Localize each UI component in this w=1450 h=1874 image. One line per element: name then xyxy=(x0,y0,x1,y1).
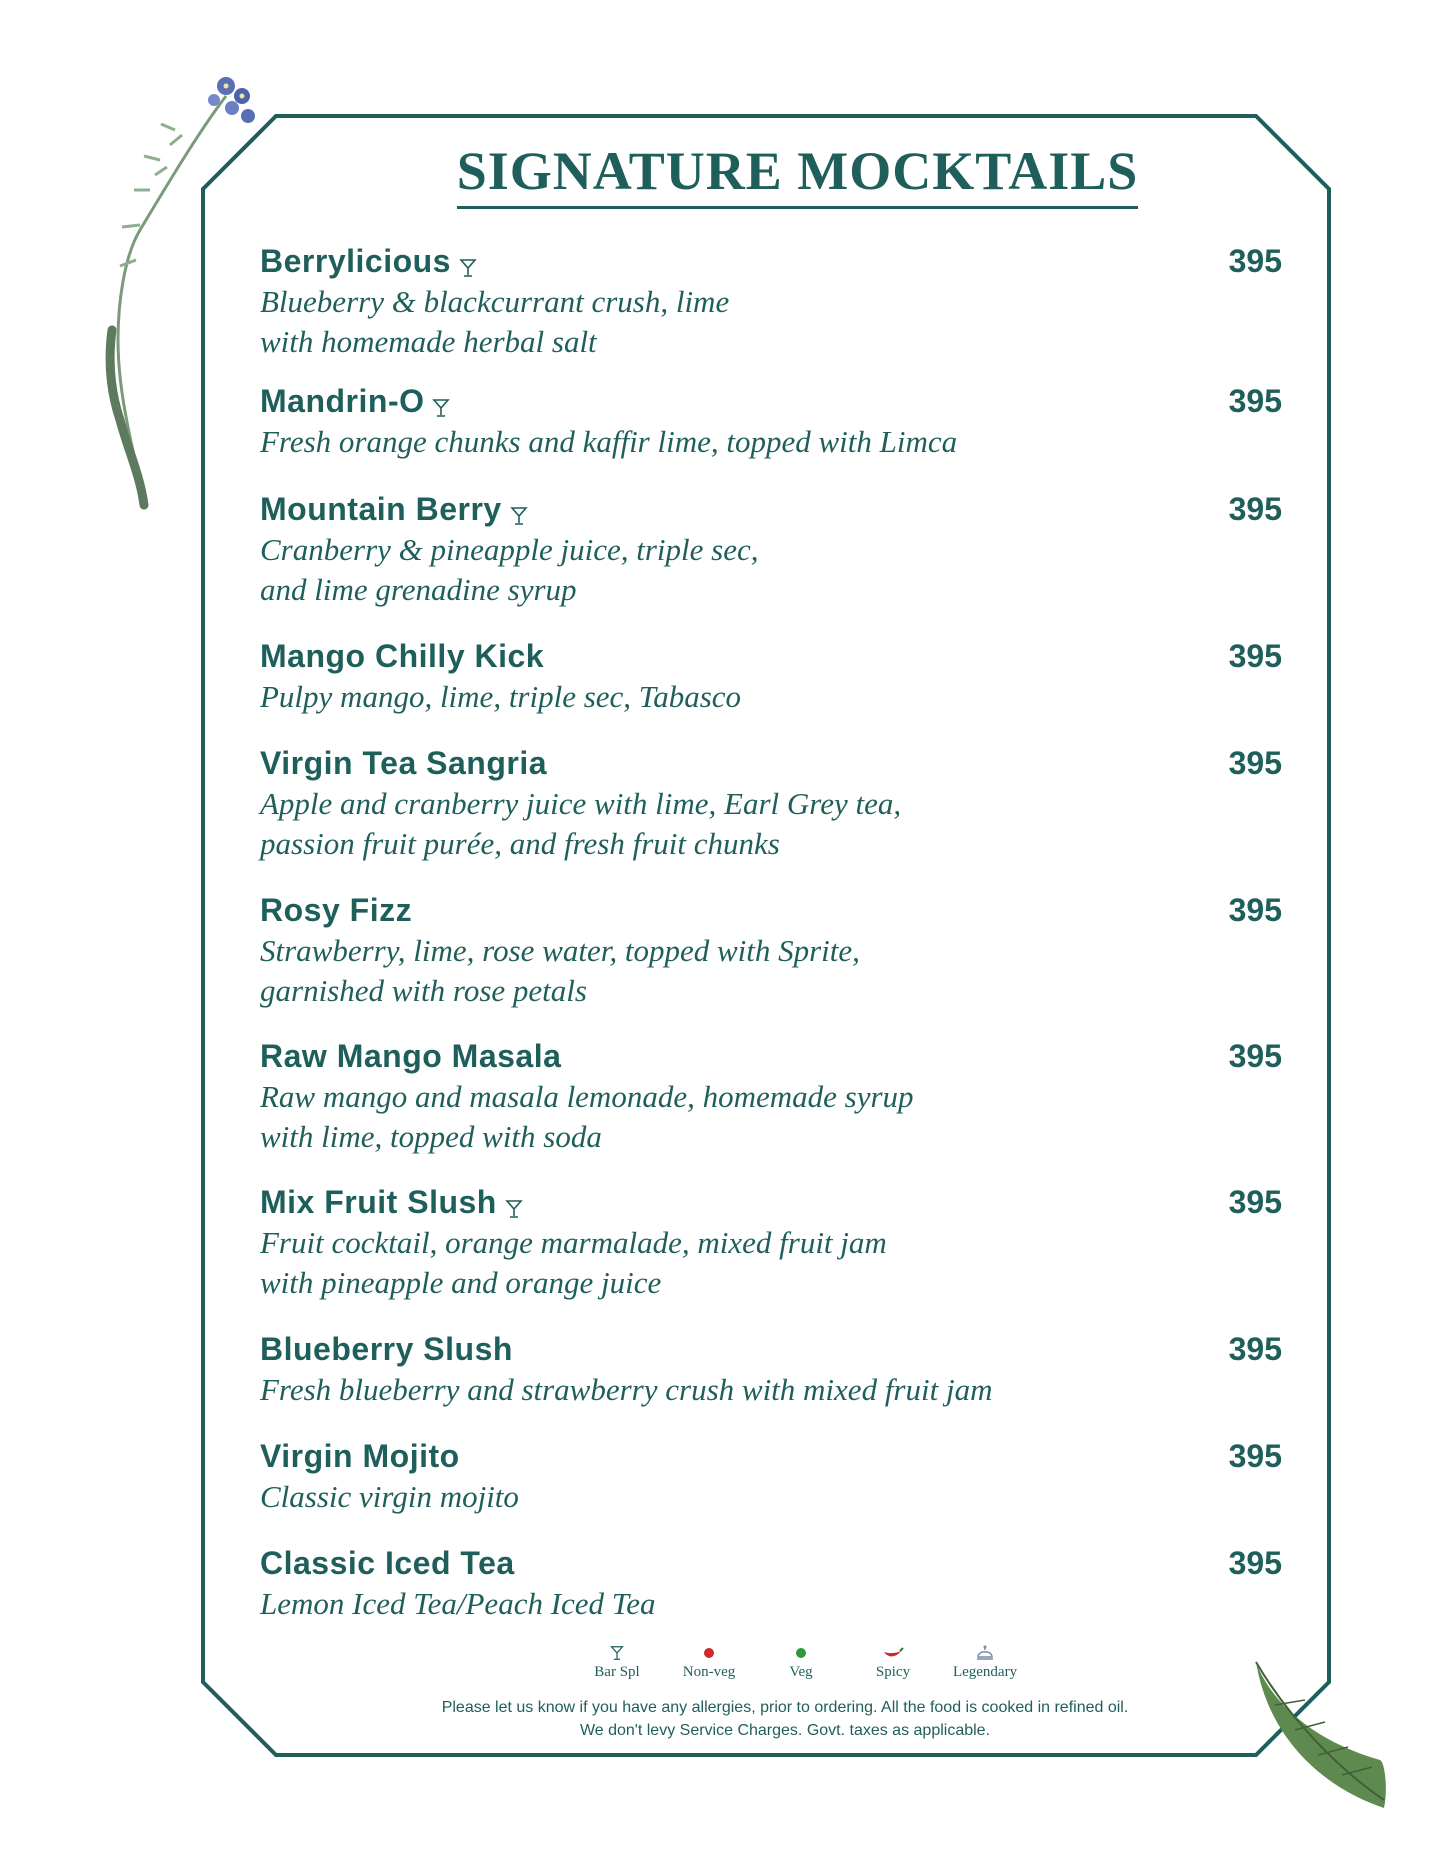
menu-item xyxy=(260,1545,1280,1635)
item-description: Apple and cranberry juice with lime, Earl Grey tea, passion fruit purée, and fresh fruit chunks xyxy=(260,786,902,861)
item-name: Virgin Mojito xyxy=(260,1438,460,1474)
glass-icon xyxy=(459,257,477,279)
item-price: 395 xyxy=(1228,1038,1282,1074)
glass-icon xyxy=(505,1198,523,1220)
menu-item xyxy=(260,1038,1280,1184)
menu-item xyxy=(260,638,1280,745)
item-name: Mix Fruit Slush xyxy=(260,1184,497,1220)
item-name: Mountain Berry xyxy=(260,491,502,527)
legend xyxy=(0,1642,1450,1681)
menu-item xyxy=(260,1184,1280,1331)
glass-icon xyxy=(432,397,450,419)
menu-item xyxy=(260,491,1280,638)
item-description: Fresh blueberry and strawberry crush with mixed fruit jam xyxy=(260,1372,993,1407)
item-price: 395 xyxy=(1228,383,1282,419)
item-description: Cranberry & pineapple juice, triple sec, and lime grenadine syrup xyxy=(260,532,759,607)
item-price: 395 xyxy=(1228,243,1282,279)
item-description: Strawberry, lime, rose water, topped with Sprite, garnished with rose petals xyxy=(260,933,860,1008)
item-description: Fresh orange chunks and kaffir lime, topped with Limca xyxy=(260,424,958,459)
glass-icon xyxy=(610,1644,624,1662)
item-description: Classic virgin mojito xyxy=(260,1479,519,1514)
item-name: Mandrin-O xyxy=(260,383,425,419)
red-dot-icon xyxy=(704,1648,714,1658)
menu-item xyxy=(260,243,1280,383)
item-name: Blueberry Slush xyxy=(260,1331,513,1367)
legend-item: Legendary xyxy=(955,1642,1015,1681)
item-name: Raw Mango Masala xyxy=(260,1038,562,1074)
item-description: Fruit cocktail, orange marmalade, mixed fruit jam with pineapple and orange juice xyxy=(260,1225,887,1300)
item-price: 395 xyxy=(1228,491,1282,527)
item-price: 395 xyxy=(1228,745,1282,781)
item-description: Lemon Iced Tea/Peach Iced Tea xyxy=(260,1586,656,1621)
green-dot-icon xyxy=(796,1648,806,1658)
legend-item: Veg xyxy=(771,1642,831,1681)
item-name: Berrylicious xyxy=(260,243,451,279)
chilli-icon xyxy=(882,1647,904,1659)
item-price: 395 xyxy=(1228,1184,1282,1220)
menu-item xyxy=(260,745,1280,892)
item-price: 395 xyxy=(1228,1331,1282,1367)
menu-item xyxy=(260,383,1280,491)
item-name: Mango Chilly Kick xyxy=(260,638,545,674)
glass-icon xyxy=(510,505,528,527)
menu-item xyxy=(260,892,1280,1038)
page-title: SIGNATURE MOCKTAILS xyxy=(0,140,1450,209)
item-price: 395 xyxy=(1228,638,1282,674)
item-name: Virgin Tea Sangria xyxy=(260,745,548,781)
item-description: Blueberry & blackcurrant crush, lime with homemade herbal salt xyxy=(260,284,730,359)
legend-item: Bar Spl xyxy=(587,1642,647,1681)
item-description: Raw mango and masala lemonade, homemade syrup with lime, topped with soda xyxy=(260,1079,914,1154)
item-name: Classic Iced Tea xyxy=(260,1545,515,1581)
legend-item: Non-veg xyxy=(679,1642,739,1681)
item-price: 395 xyxy=(1228,892,1282,928)
menu-item xyxy=(260,1438,1280,1545)
item-price: 395 xyxy=(1228,1438,1282,1474)
item-description: Pulpy mango, lime, triple sec, Tabasco xyxy=(260,679,742,714)
footer-notes: Please let us know if you have any allergies, prior to ordering. All the food is cooked in refined oil. We don't levy Service Charges. Govt. taxes as applicable. xyxy=(441,1699,1129,1739)
cloche-icon xyxy=(976,1643,994,1663)
item-price: 395 xyxy=(1228,1545,1282,1581)
item-name: Rosy Fizz xyxy=(260,892,413,928)
legend-item: Spicy xyxy=(863,1642,923,1681)
menu-items xyxy=(260,243,1280,1635)
menu-item xyxy=(260,1331,1280,1438)
